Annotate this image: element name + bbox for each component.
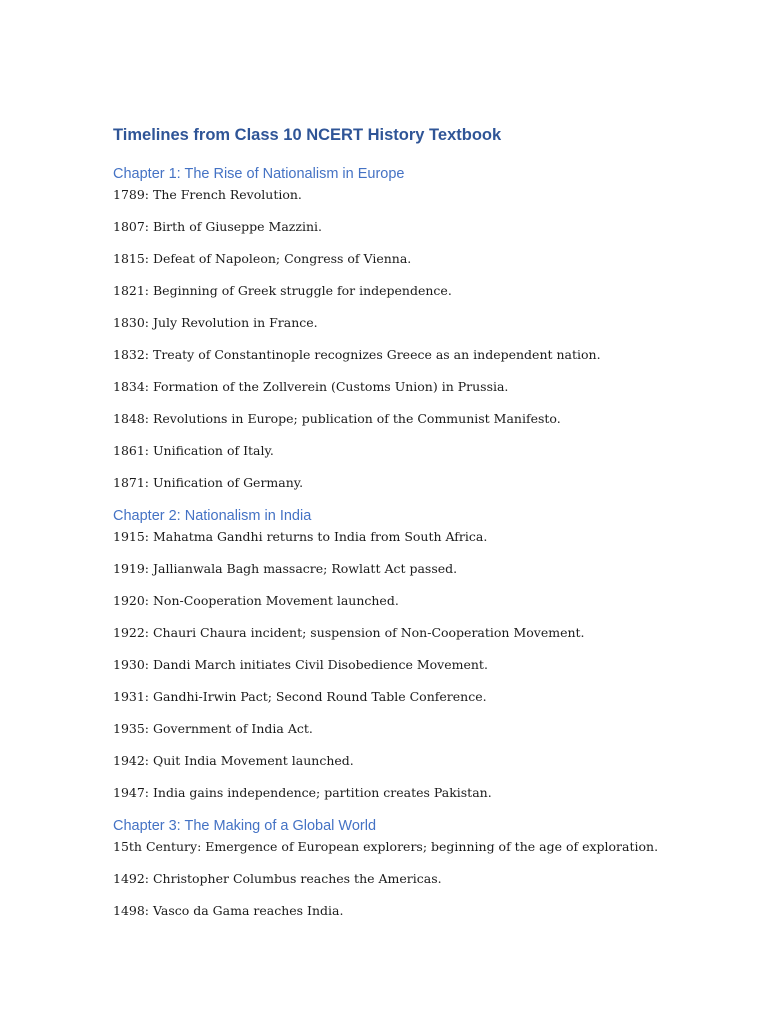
timeline-event: 15th Century: Emergence of European explorers; beginning of the age of exploration. [113,839,659,854]
chapter-1-section [113,164,733,492]
timeline-event: 1915: Mahatma Gandhi returns to India from South Africa. [113,529,488,544]
document-page [113,124,733,934]
timeline-event: 1498: Vasco da Gama reaches India. [113,903,344,918]
timeline-event: 1871: Unification of Germany. [113,475,304,490]
timeline-event: 1807: Birth of Giuseppe Mazzini. [113,219,322,234]
timeline-event: 1922: Chauri Chaura incident; suspension of Non-Cooperation Movement. [113,625,585,640]
timeline-event: 1789: The French Revolution. [113,187,302,202]
chapter-heading: Chapter 2: Nationalism in India [113,508,312,524]
timeline-event: 1931: Gandhi-Irwin Pact; Second Round Table Conference. [113,689,487,704]
document-title: Timelines from Class 10 NCERT History Textbook [113,126,502,144]
timeline-event: 1492: Christopher Columbus reaches the Americas. [113,871,442,886]
timeline-event: 1832: Treaty of Constantinople recognizes Greece as an independent nation. [113,347,601,362]
timeline-event: 1834: Formation of the Zollverein (Customs Union) in Prussia. [113,379,509,394]
timeline-event: 1848: Revolutions in Europe; publication of the Communist Manifesto. [113,411,561,426]
timeline-event: 1947: India gains independence; partition creates Pakistan. [113,785,492,800]
timeline-event: 1821: Beginning of Greek struggle for independence. [113,283,452,298]
timeline-event: 1919: Jallianwala Bagh massacre; Rowlatt Act passed. [113,561,458,576]
timeline-event: 1920: Non-Cooperation Movement launched. [113,593,399,608]
timeline-event: 1815: Defeat of Napoleon; Congress of Vienna. [113,251,412,266]
chapter-2-section [113,506,733,802]
chapter-heading: Chapter 3: The Making of a Global World [113,818,377,834]
chapter-3-section [113,816,733,920]
timeline-event: 1861: Unification of Italy. [113,443,274,458]
chapter-heading: Chapter 1: The Rise of Nationalism in Europe [113,166,405,182]
timeline-event: 1942: Quit India Movement launched. [113,753,354,768]
timeline-event: 1935: Government of India Act. [113,721,313,736]
timeline-event: 1830: July Revolution in France. [113,315,318,330]
timeline-event: 1930: Dandi March initiates Civil Disobedience Movement. [113,657,488,672]
